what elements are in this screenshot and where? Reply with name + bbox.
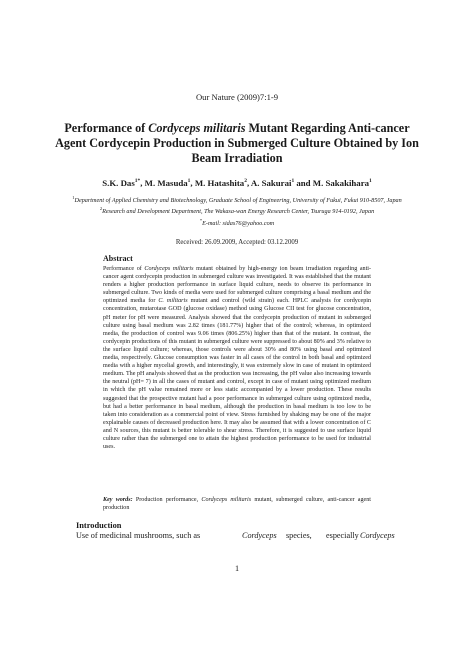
email-text: E-mail: sidas76@yahoo.com	[202, 220, 275, 227]
author-name: A. Sakurai	[250, 178, 292, 188]
author-separator: and	[294, 178, 313, 188]
author-separator: ,	[246, 178, 251, 188]
journal-citation: Our Nature (2009)7:1-9	[195, 92, 279, 102]
affiliation-2	[70, 205, 404, 216]
introduction-heading: Introduction	[76, 521, 122, 530]
title-text-1: Performance of	[64, 121, 149, 135]
author-affiliation-mark: 1	[369, 178, 372, 185]
abstract-text-2: mutant obtained by high-energy ion beam irradiation regarding anti-cancer agent cordycepin production in submerged culture was investigated. It was established that the mutant renders a higher production performance in surface liquid culture, needs to observe its performance in submerged culture. Two kinds of media were used for submerged culture comprising a basal medium and the optimized media for	[103, 266, 371, 305]
affiliation-text: Research and Development Department, The Wakasa-wan Energy Research Center, Tsuruga 914-0192, Japan	[102, 208, 375, 216]
author-separator: ,	[140, 178, 145, 188]
title-text-2: Mutant Regarding Anti-cancer Agent Cordycepin Production in Submerged Culture Obtained by Ion Beam Irradiation	[55, 121, 419, 165]
keywords	[103, 496, 371, 512]
abstract-text-1: Performance of	[103, 266, 145, 272]
intro-species-2: Cordyceps	[360, 531, 395, 540]
abstract-body	[103, 265, 371, 451]
affiliation-mark: 2	[99, 206, 103, 212]
author-name: M. Sakakihara	[312, 178, 369, 188]
author-list	[40, 178, 434, 188]
abstract-species-short: C. militaris	[158, 298, 188, 305]
author-name: M. Masuda	[144, 178, 188, 188]
affiliation-1	[70, 194, 404, 205]
affiliation-mark: *	[199, 217, 203, 223]
affiliation-mark: 1	[72, 195, 75, 200]
author-affiliation-mark: 1	[187, 178, 191, 185]
affiliation-text: Department of Applied Chemistry and Biotechnology, Graduate School of Engineering, University of Fukui, Fukui 910-8507, Japan	[74, 197, 402, 205]
intro-text-2: species,	[286, 531, 312, 540]
paper-title	[50, 121, 424, 166]
affiliations	[70, 194, 404, 228]
abstract-heading: Abstract	[103, 254, 133, 263]
page-number: 1	[234, 564, 240, 573]
keywords-label: Key words:	[103, 497, 133, 503]
keywords-species-name: Cordyceps militaris	[201, 497, 252, 503]
author-affiliation-mark: 1	[291, 178, 295, 185]
author-affiliation-mark: 1*	[134, 178, 141, 185]
author-affiliation-mark: 2	[244, 178, 247, 185]
keywords-text-1: Production performance,	[132, 497, 202, 503]
intro-species-1: Cordyceps	[242, 531, 277, 540]
title-species-name: Cordyceps militaris	[148, 121, 246, 135]
received-dates: Received: 26.09.2009, Accepted: 03.12.2009	[175, 239, 299, 246]
abstract-species-name: Cordyceps militaris	[144, 266, 194, 272]
intro-text-1: Use of medicinal mushrooms, such as	[76, 531, 201, 540]
corresponding-email	[70, 217, 404, 228]
abstract-text-3: mutant and control (wild strain) each. HPLC analysis for cordycepin concentration, mutarotase GOD (glucose oxidase) method using Glucose CII test for glucose concentration, pH meter for pH were measured. Analysis showed that the cordycepin production of mutant in submerged culture using basal medium was 2.82 times (181.77%) higher that of the control; whereas, in optimized media, the production of control was 9.06 times (806.25%) higher than that of the mutant. In contrast, the cordycepin productions of this mutant in submerged culture were suppressed to about 80% and 3% relative to the surface liquid culture; whereas, those controls were about 30% and 80% using basal and optimized media, respectively. Glucose consumption was faster in all cases of the control in both basal and optimized media with a higher mycelial growth, and interestingly, it was extremely slow in case of mutant in optimized medium. The pH analysis showed that as the production was increasing, the pH value also increasing towards the neutral (pH= 7) in all the cases of mutant and control, except in case of mutant using optimized medium in which the pH value remained more or less static accompanied by a lower production. These results suggested that the prospective mutant had a poor performance in submerged culture using optimized media, but had a better performance in basal medium, although the production in basal medium is too low to be taken into consideration as a commercial point of view. Stress furnished by shaking may be one of the major explainable causes of decreased production here. It may also be assumed that with a lower concentration of C and N sources, this mutant is better tolerable to shear stress. Therefore, it is suggested to use surface liquid culture rather than the submerged one to attain the highest production performance to be used for industrial uses.	[103, 298, 371, 451]
author-separator: ,	[190, 178, 195, 188]
keywords-text-2: mutant, submerged culture, anti-cancer agent production	[103, 497, 371, 512]
intro-text-3: especially	[326, 531, 359, 540]
author-name: S.K. Das	[102, 178, 135, 188]
author-name: M. Hatashita	[194, 178, 245, 188]
